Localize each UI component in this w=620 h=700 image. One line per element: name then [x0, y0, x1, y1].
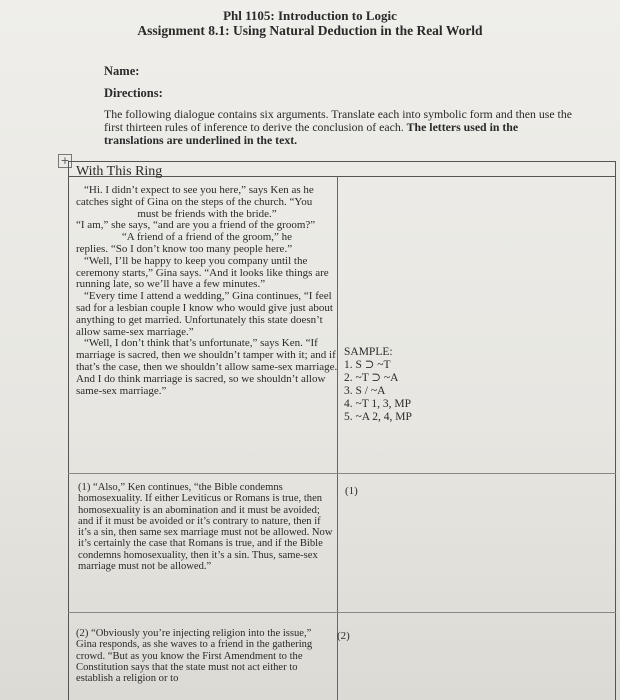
sample-line: 4. ~T 1, 3, MP: [344, 398, 412, 410]
story-line: “I am,” she says, “and are you a friend of the groom?”: [76, 219, 316, 232]
sample-derivation: [344, 346, 412, 424]
answer-1-number: (1): [345, 485, 358, 497]
directions-body: The following dialogue contains six arguments. Translate each into symbolic form and then use the first thirteen rules of inference to derive the conclusion of each.: [104, 107, 572, 134]
story-text: [76, 185, 338, 397]
sample-line: 2. ~T ⊃ ~A: [344, 372, 399, 384]
story-line: “Well, I don’t think that’s unfortunate,” says Ken. “If marriage is sacred, then we shouldn’t tamper with it; and if that’s the case, then we shouldn’t allow same-sex marriage. And I do think marriage is sacred, so we shouldn’t allow same-sex marriage.”: [76, 337, 338, 397]
directions-bold: The letters used in the translations are underlined in the text.: [104, 120, 519, 147]
assignment-title: Assignment 8.1: Using Natural Deduction in the Real World: [137, 23, 483, 38]
table-row-divider: [68, 612, 616, 613]
directions-text: [104, 108, 574, 147]
passage-2-text: (2) “Obviously you’re injecting religion into the issue,” Gina responds, as she waves to a friend in the gathering crowd. “But as you know the First Amendment to the Constitution says that the state must not act either to establish a religion or to: [76, 628, 313, 685]
story-line: replies. “So I don’t know too many people here.”: [76, 242, 293, 255]
passage-1-text: (1) “Also,” Ken continues, “the Bible condemns homosexuality. If either Leviticus or Romans is true, then homosexuality is an abomination and it must be avoided; and if it must be avoided or it’s contrary to nature, then if it’s a sin, then same sex marriage must not be allowed. Now it’s certainly the case that Romans is true, and if the Bible condemns homosexuality, then it’s a sin. Thus, same-sex marriage must not be allowed.”: [78, 482, 333, 573]
story-line: “A friend of a friend of the groom,” he: [121, 231, 293, 244]
story-line: “Every time I attend a wedding,” Gina continues, “I feel sad for a lesbian couple I know who would give just about anything to get married. Unfortunately this state doesn’t allow same-sex marriage.”: [76, 290, 333, 338]
story-line: “Well, I’ll be happy to keep you company until the ceremony starts,” Gina says. “And it looks like things are running late, so we’ll have a few minutes.”: [76, 254, 329, 291]
course-title: Phl 1105: Introduction to Logic: [223, 8, 397, 23]
directions-label: Directions:: [104, 86, 163, 100]
sample-label: SAMPLE:: [344, 346, 393, 358]
answer-2-number: (2): [337, 630, 350, 642]
sample-line: 1. S ⊃ ~T: [344, 359, 391, 371]
table-move-handle-icon[interactable]: +: [58, 154, 72, 168]
story-line: “Hi. I didn’t expect to see you here,” says Ken as he catches sight of Gina on the steps of the church. “You: [76, 184, 314, 208]
table-row-divider: [68, 473, 616, 474]
story-title: With This Ring: [76, 164, 163, 179]
story-line: must be friends with the bride.”: [137, 207, 277, 220]
document-header: [0, 8, 620, 39]
name-label: Name:: [104, 64, 140, 78]
sample-line: 5. ~A 2, 4, MP: [344, 411, 412, 423]
sample-line: 3. S / ~A: [344, 385, 386, 397]
